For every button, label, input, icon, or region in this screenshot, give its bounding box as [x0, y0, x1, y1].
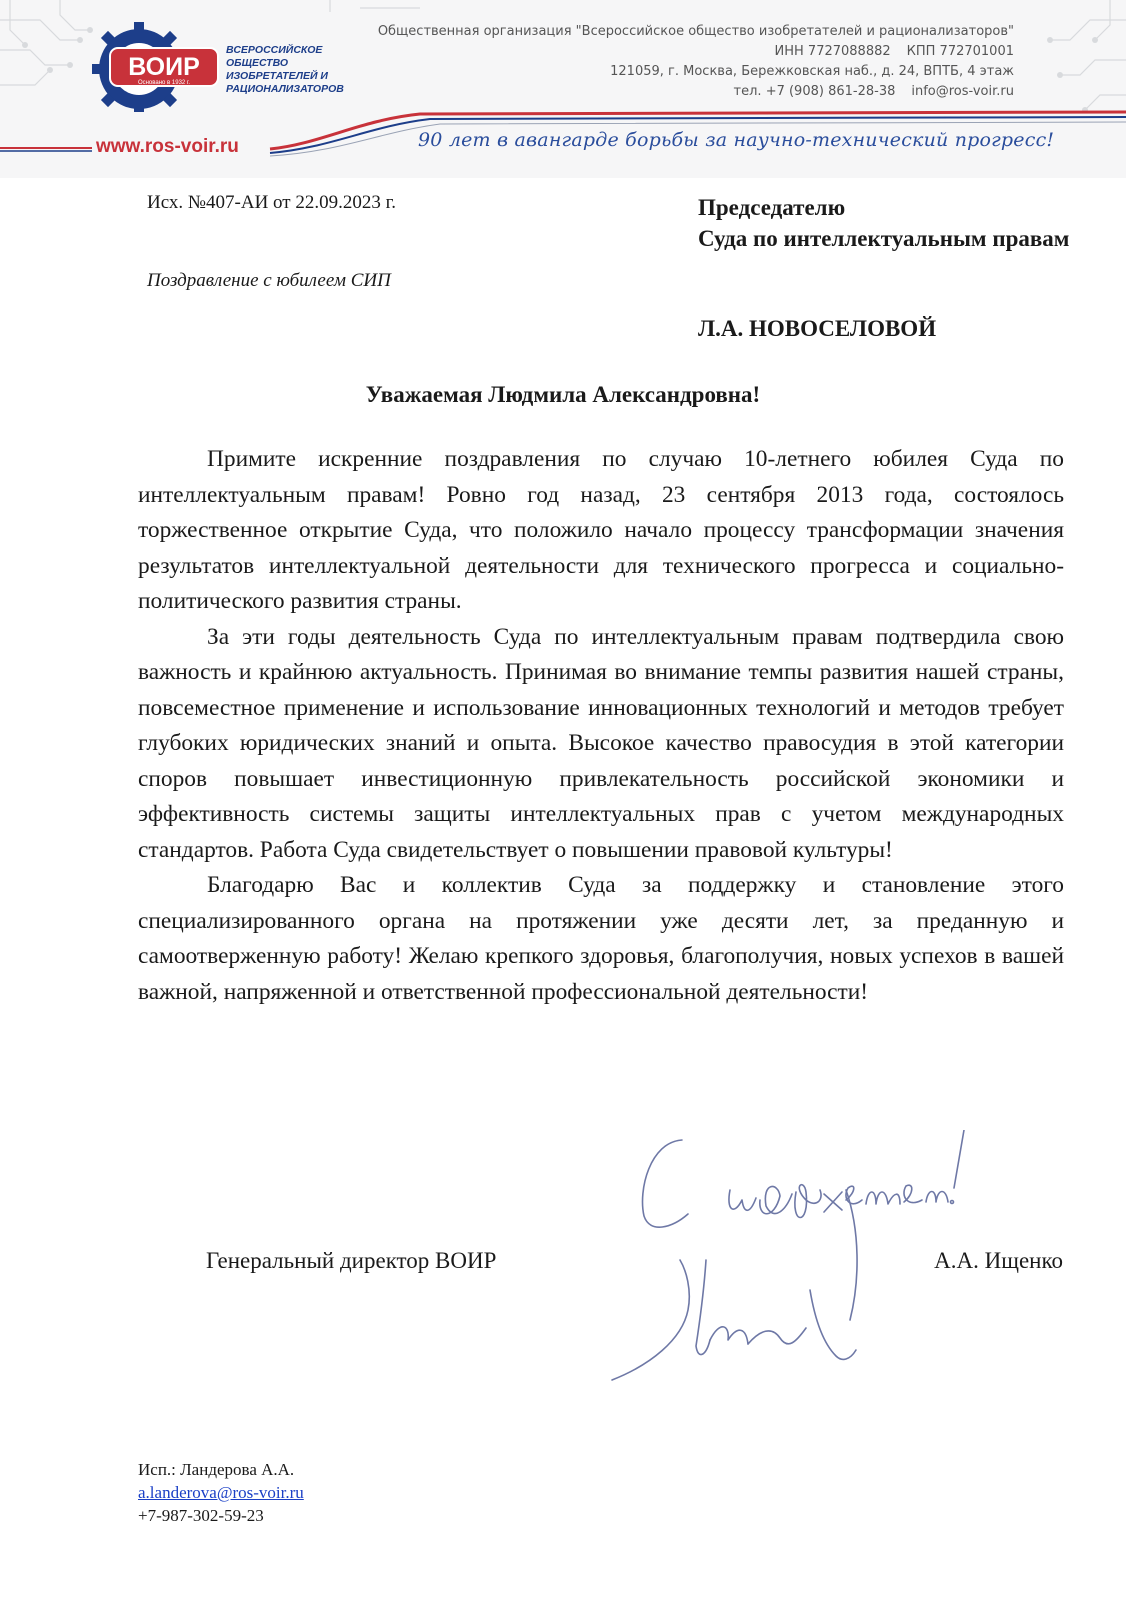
body-paragraph: Примите искренние поздравления по случаю 10-летнего юбилея Суда по интеллектуальным правам! Ровно год назад, 23 сентября 2013 года, состоялось торжественное открытие Суда, что положило начало процессу трансформации значения результатов интеллектуальной деятельности для технического прогресса и социально-политического развития страны.: [138, 446, 1064, 614]
website-link[interactable]: www.ros-voir.ru: [96, 136, 239, 157]
handwritten-signature: [610, 1130, 990, 1420]
salutation: Уважаемая Людмила Александровна!: [365, 382, 761, 407]
svg-text:Основано в 1932 г.: Основано в 1932 г.: [137, 80, 191, 86]
document-subject: Поздравление с юбилеем СИП: [147, 270, 391, 291]
org-full-name: Общественная организация "Всероссийское общество изобретателей и рационализаторов": [377, 24, 1014, 39]
signatory-name: А.А. Ищенко: [934, 1248, 1063, 1273]
executor-name: Исп.: Ландерова А.А.: [138, 1460, 295, 1479]
addressee-block: [698, 192, 1078, 254]
addressee-name: Л.А. НОВОСЕЛОВОЙ: [698, 316, 937, 341]
org-inn: ИНН 7727088882: [774, 44, 891, 59]
letter-body: [138, 442, 1064, 1010]
motto: 90 лет в авангарде борьбы за научно-технический прогресс!: [418, 129, 1055, 151]
org-address: 121059, г. Москва, Бережковская наб., д. 24, ВПТБ, 4 этаж: [610, 64, 1014, 79]
executor-email-link[interactable]: a.landerova@ros-voir.ru: [138, 1483, 304, 1502]
org-kpp: КПП 772701001: [906, 44, 1014, 59]
body-paragraph: За эти годы деятельность Суда по интеллектуальным правам подтвердила свою важность и крайнюю актуальность. Принимая во внимание темпы развития нашей страны, повсеместное применение и использование инновационных технологий и методов требует глубоких юридических знаний и опыта. Высокое качество правосудия в этой категории споров повышает инвестиционную привлекательность российской экономики и эффективность системы защиты интеллектуальных прав с учетом международных стандартов. Работа Суда свидетельствует о повышении правовой культуры!: [138, 623, 1064, 863]
org-name: ВСЕРОССИЙСКОЕ ОБЩЕСТВО ИЗОБРЕТАТЕЛЕЙ И РАЦИОНАЛИЗАТОРОВ: [226, 44, 344, 95]
svg-text:ВОИР: ВОИР: [128, 53, 200, 81]
document-reference: Исх. №407-АИ от 22.09.2023 г.: [147, 192, 397, 213]
executor-phone: +7-987-302-59-23: [138, 1506, 264, 1525]
addressee-line2: Суда по интеллектуальным правам: [698, 226, 1070, 251]
executor-block: [138, 1458, 304, 1527]
org-details: [378, 22, 1014, 102]
signatory-title: Генеральный директор ВОИР: [206, 1248, 497, 1273]
voir-logo: [92, 22, 222, 112]
letterhead: [0, 0, 1126, 178]
org-phone: тел. +7 (908) 861-28-38: [733, 84, 896, 99]
body-paragraph: Благодарю Вас и коллектив Суда за поддержку и становление этого специализированного органа на протяжении уже десяти лет, за преданную и самоотверженную работу! Желаю крепкого здоровья, благополучия, новых успехов в вашей важной, напряженной и ответственной профессиональной деятельности!: [138, 872, 1064, 1005]
org-email[interactable]: info@ros-voir.ru: [911, 84, 1014, 99]
addressee-line1: Председателю: [698, 195, 846, 220]
